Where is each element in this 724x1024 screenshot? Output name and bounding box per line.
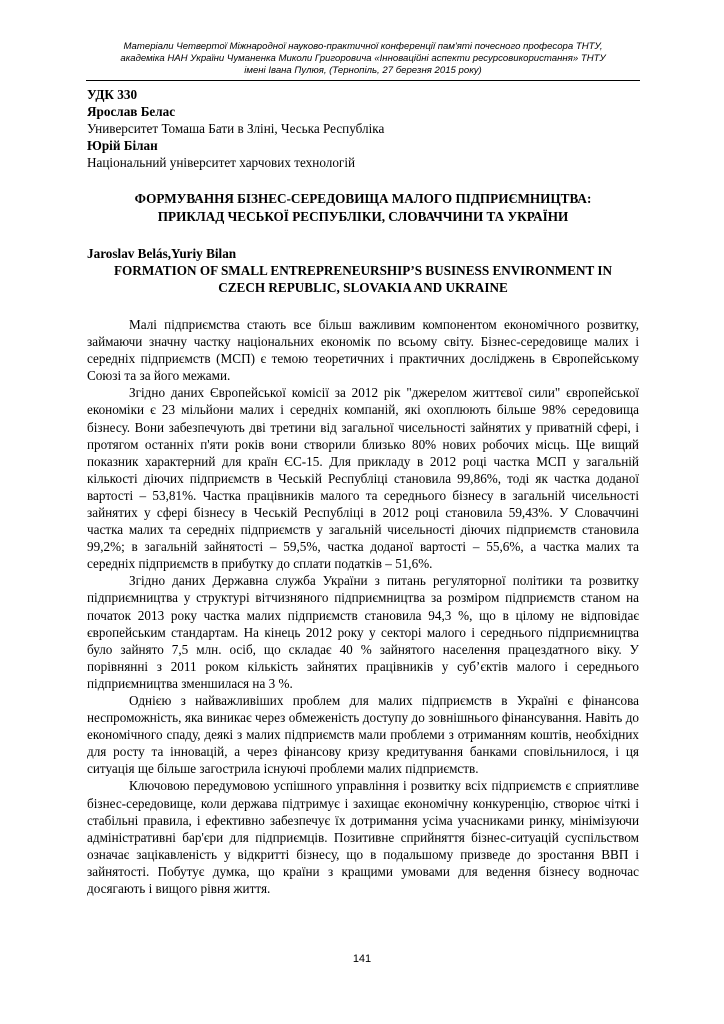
paragraph: Ключовою передумовою успішного управління і розвитку всіх підприємств є сприятливе бізнес-середовище, коли держава підтримує і захищає економічну конкуренцію, створює чіткі і стабільні правила, і ефективно забезпечує їх дотримання усіма учасниками ринку, мінімізуючи адміністративні бар'єри для підприємців. Позитивне сприйняття бізнес-ситуацій суспільством означає зацікавленість у відкритті бізнесу, що в подальшому призведе до зростання ВВП і зайнятості. Побутує думка, що країни з кращими умовами для ведення бізнесу водночас досягають і вищого рівня життя. [87,778,639,897]
header-line: академіка НАН України Чуманенка Миколи Григоровича «Інноваційні аспекти ресурсовикористання» ТНТУ [120,52,606,64]
author-affiliation: Университет Томаша Бати в Зліні, Чеська Республіка [87,121,385,137]
title-line: CZECH REPUBLIC, SLOVAKIA AND UKRAINE [218,279,508,295]
paragraph: Згідно даних Європейської комісії за 2012 рік "джерелом життєвої сили" європейської економіки є 23 мільйони малих і середніх компаній, які охоплюють більше 98% середовища бізнесу. Вони забезпечують дві третини від загальної чисельності зайнятих у приватній сфері, і протягом останніх п'яти років вони створили близько 80% нових робочих місць. Ще вищий показник характерний для країн ЄС-15. Для прикладу в 2012 році частка МСП у загальній кількості діючих підприємств в Чеській Республіці становила 99,86%, тоді як частка доданої вартості – 53,81%. Частка працівників малого та середнього бізнесу в загальній чисельності зайнятих у сфері бізнесу в Чеській Республіці в 2012 році становила 59,43%. У Словаччині частка малих та середніх підприємств у загальній чисельності діючих підприємств становила 99,2%; в загальній зайнятості – 59,5%, частка доданої вартості – 55,6%, а частка малих та середніх підприємств в прибутку до сплати податків – 51,6%. [87,385,639,572]
title-line: ФОРМУВАННЯ БІЗНЕС-СЕРЕДОВИЩА МАЛОГО ПІДПРИЄМНИЦТВА: [134,191,592,207]
paragraph: Згідно даних Державна служба України з питань регуляторної політики та розвитку підприємництва у структурі вітчизняного підприємництва за розміром підприємств станом на початок 2013 року частка малих підприємств становила 94,3 %, що в цілому не відповідає європейським стандартам. На кінець 2012 року у секторі малого і середнього підприємництва було зайнято 7,5 млн. осіб, що складає 40 % зайнятого населення працездатного віку. У порівнянні з 2011 роком кількість зайнятих працівників у суб’єктів малого і середнього підприємництва зменшилася на 3 %. [87,573,639,691]
udk-code: УДК 330 [87,87,138,102]
page-number: 141 [352,953,372,965]
article-title-ua [87,190,639,224]
author-name: Юрій Білан [87,138,158,154]
article-body [87,316,639,897]
paragraph: Однією з найважливіших проблем для малих підприємств в Україні є фінансова неспроможність, яка виникає через обмеженість доступу до зовнішнього фінансування. Навіть до економічного спаду, деякі з малих підприємств мали проблеми з отриманням коштів, необхідних для росту та інновацій, а через фінансову кризу кредитування банками сповільнилося, і ця ситуація ще більше загострила існуючі проблеми малих підприємств. [87,693,639,777]
article [87,86,639,897]
article-meta [87,86,639,171]
author-affiliation: Національний університет харчових технологій [87,155,356,171]
paragraph: Малі підприємства стають все більш важливим компонентом економічного розвитку, займаючи значну частку національних економік по всьому світу. Бізнес-середовище малих і середніх підприємств (МСП) є темою теоретичних і практичних досліджень в Європейському Союзі та за його межами. [87,316,639,384]
author-name: Ярослав Белас [87,104,176,120]
authors-en: Jaroslav Belás,Yuriy Bilan [87,245,237,261]
title-line: FORMATION OF SMALL ENTREPRENEURSHIP’S BUSINESS ENVIRONMENT IN [113,262,613,278]
header-line: імені Івана Пулюя, (Тернопіль, 27 березня 2015 року) [244,64,482,76]
running-header [90,41,636,76]
header-line: Матеріали Четвертої Міжнародної науково-практичної конференції пам'яті почесного професора ТНТУ, [123,41,603,52]
header-divider [86,80,640,81]
article-title-en [87,262,639,296]
title-line: ПРИКЛАД ЧЕСЬКОЇ РЕСПУБЛІКИ, СЛОВАЧЧИНИ ТА УКРАЇНИ [157,208,569,224]
